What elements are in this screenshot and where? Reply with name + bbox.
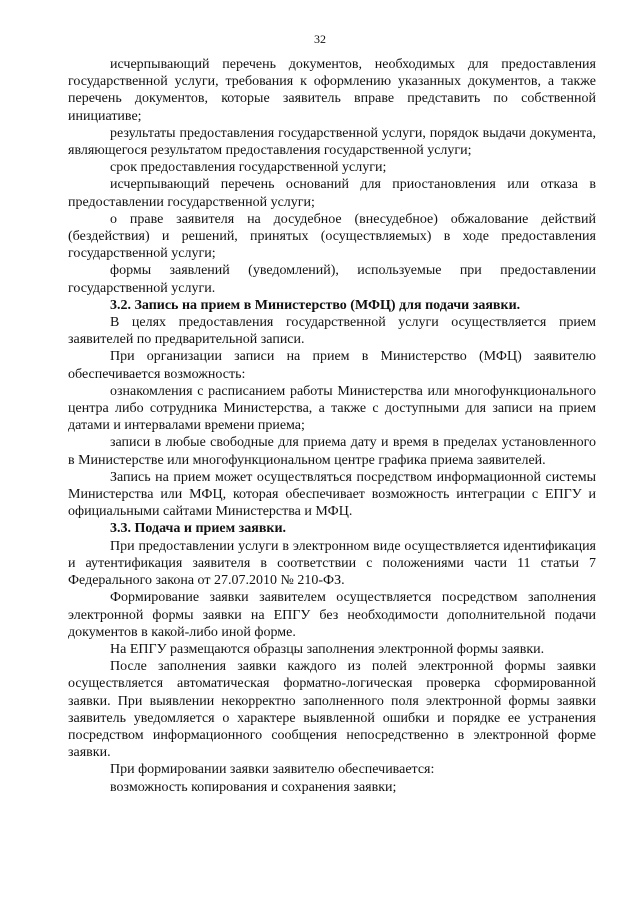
- paragraph-formation-provides: При формировании заявки заявителю обеспечивается:: [110, 762, 435, 778]
- paragraph-copy-save: возможность копирования и сохранения заявки;: [110, 779, 397, 795]
- paragraph-form-filling: Формирование заявки заявителем осуществляется посредством заполнения электронной формы заявки на ЕПГУ без необходимости дополнительной подачи документов в какой-либо иной форме.: [68, 590, 596, 640]
- paragraph-grounds-refusal: исчерпывающий перечень оснований для приостановления или отказа в предоставлении государственной услуги;: [68, 177, 596, 210]
- paragraph-validation: После заполнения заявки каждого из полей электронной формы заявки осуществляется автоматическая форматно-логическая проверка сформированной заявки. При выявлении некорректно заполненного поля электронной формы заявки заявитель уведомляется о характере выявленной ошибки и порядке ее устранения посредством информационного сообщения непосредственно в электронной форме заявки.: [68, 659, 596, 761]
- paragraph-schedule-familiarization: ознакомления с расписанием работы Министерства или многофункционального центра либо сотрудника Министерства, а также с доступными для записи на прием датами и интервалами времени приема;: [68, 383, 596, 434]
- paragraph-identification: При предоставлении услуги в электронном виде осуществляется идентификация и аутентификация заявителя в соответствии с положениями части 11 статьи 7 Федерального закона от 27.07.2010 № 210-ФЗ.: [68, 538, 596, 589]
- paragraph-free-slot-record: записи в любые свободные для приема дату и время в пределах установленного в Министерстве или многофункциональном центре графика приема заявителей.: [68, 435, 596, 468]
- paragraph-appeal-right: о праве заявителя на досудебное (внесудебное) обжалование действий (бездействия) и решений, принятых (осуществляемых) в ходе предоставления государственной услуги;: [68, 211, 596, 262]
- paragraph-results: результаты предоставления государственной услуги, порядок выдачи документа, являющегося результатом предоставления государственной услуги;: [68, 125, 596, 159]
- paragraph-record-organization: При организации записи на прием в Министерство (МФЦ) заявителю обеспечивается возможность:: [68, 349, 596, 382]
- section-heading-3-2: 3.2. Запись на прием в Министерство (МФЦ) для подачи заявки.: [110, 297, 521, 313]
- page-number: 32: [314, 32, 326, 46]
- paragraph-samples: На ЕПГУ размещаются образцы заполнения электронной формы заявки.: [110, 641, 545, 657]
- document-body: [68, 56, 596, 796]
- paragraph-term: срок предоставления государственной услуги;: [110, 160, 387, 176]
- section-heading-3-3: 3.3. Подача и прием заявки.: [110, 521, 287, 537]
- paragraph-documents-list: исчерпывающий перечень документов, необходимых для предоставления государственной услуги, требования к оформлению указанных документов, а также перечень документов, которые заявитель вправе представить по собственной инициативе;: [68, 57, 596, 124]
- paragraph-preliminary-record: В целях предоставления государственной услуги осуществляется прием заявителей по предварительной записи.: [68, 315, 596, 348]
- paragraph-record-system: Запись на прием может осуществляться посредством информационной системы Министерства или МФЦ, которая обеспечивает возможность интеграции с ЕПГУ и официальными сайтами Министерства и МФЦ.: [68, 469, 596, 520]
- paragraph-forms: формы заявлений (уведомлений), используемые при предоставлении государственной услуги.: [68, 263, 596, 296]
